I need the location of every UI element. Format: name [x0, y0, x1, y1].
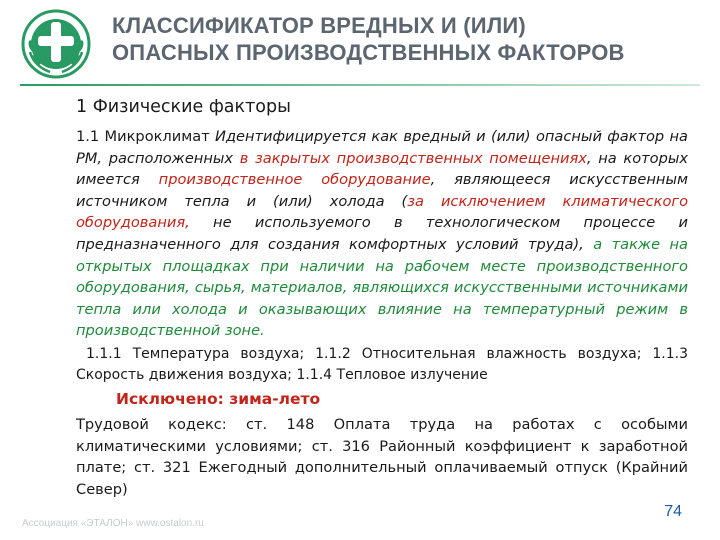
- body-seg-1: Идентифицируется как вредный и (или) опасный фактор на РМ, расположенных: [76, 128, 688, 167]
- body-seg-6: за исключением климатического оборудования,: [76, 192, 689, 232]
- body-seg-4: производственное оборудование: [158, 171, 431, 189]
- labor-code-paragraph: Трудовой кодекс: ст. 148 Оплата труда на работах с особыми климатическими условиями; ст. 316 Районный коэффициент к заработной плате; ст. 321 Ежегодный дополнительный оплачиваемый отпуск (Крайний Север): [76, 415, 688, 498]
- header-divider: [20, 84, 700, 86]
- body-seg-8: а также на открытых площадках при наличии на рабочем месте производственного оборудования, сырья, материалов, являющихся искусственными источниками тепла или холода и оказывающих влияние на температурный режим в производственной зоне.: [76, 235, 688, 340]
- slide-title: [112, 12, 712, 66]
- slide-content: [76, 90, 688, 500]
- body-seg-7: не используемого в технологическом процессе и предназначенного для создания комфортных условий труда),: [76, 214, 688, 253]
- body-seg-5: , являющееся искусственным источником тепла и (или) холода (: [76, 171, 688, 210]
- section-heading: 1 Физические факторы: [76, 97, 291, 117]
- excluded-note: Исключено: зима-лето: [116, 389, 321, 408]
- subitems-list: 1.1.1 Температура воздуха; 1.1.2 Относительная влажность воздуха; 1.1.3 Скорость движения воздуха; 1.1.4 Тепловое излучение: [76, 345, 688, 383]
- title-line-1: КЛАССИФИКАТОР ВРЕДНЫХ И (ИЛИ): [112, 13, 526, 38]
- microclimate-paragraph: [76, 126, 688, 342]
- body-seg-3: , на которых имеется: [76, 149, 688, 189]
- wreath-logo-icon: [20, 8, 92, 80]
- footer-organization: Ассоциация «ЭТАЛОН» www.ostalon.ru: [22, 518, 204, 529]
- item-number: 1.1 Микроклимат: [76, 128, 210, 145]
- page-number: 74: [664, 503, 682, 520]
- body-seg-2: в закрытых производственных помещениях: [239, 149, 587, 167]
- title-line-2: ОПАСНЫХ ПРОИЗВОДСТВЕННЫХ ФАКТОРОВ: [112, 40, 625, 65]
- slide-header: [0, 0, 720, 82]
